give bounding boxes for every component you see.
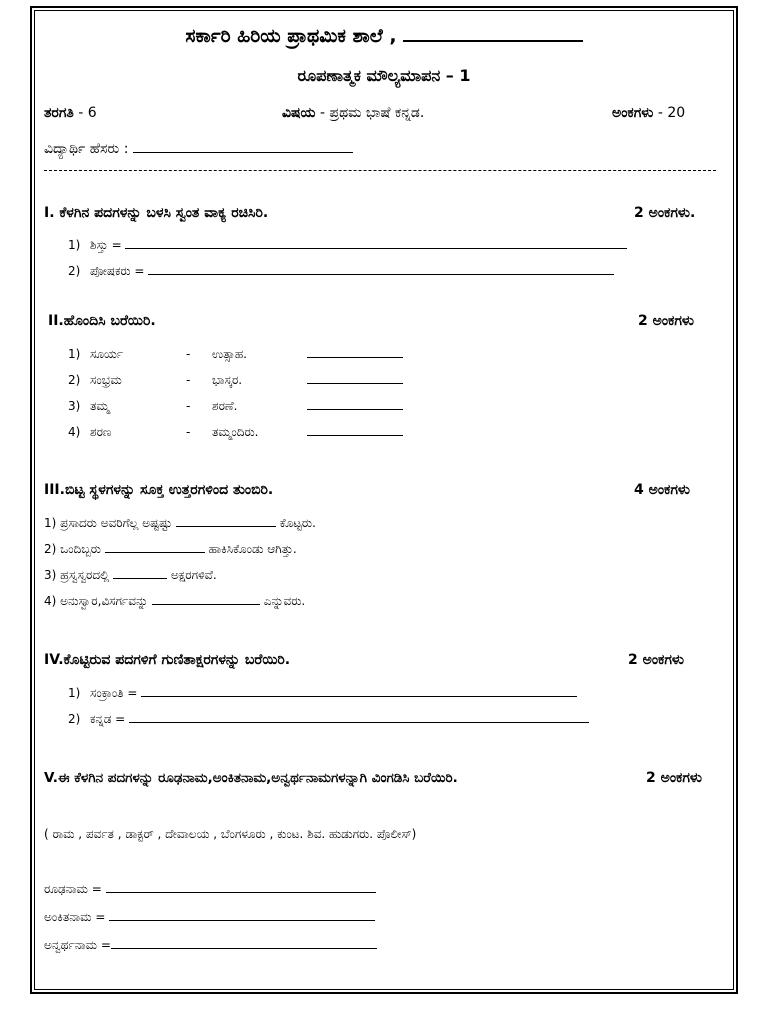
section-1-title: I. ಕೆಳಗಿನ ಪದಗಳನ್ನು ಬಳಸಿ ಸ್ವಂತ ವಾಕ್ಯ ರಚಿಸಿರಿ. [44,205,269,221]
classify-row: ಅನ್ವರ್ಥನಾಮ = [44,936,377,953]
fill-blank[interactable] [152,592,260,605]
match-row: 3) ತಮ್ಮ - ಶರಣೆ. [68,397,403,414]
fill-blank[interactable] [176,514,276,527]
section-4-item: 2) ಕನ್ನಡ = [68,710,589,727]
match-blank[interactable] [307,397,403,410]
match-row: 1) ಸೂರ್ಯ - ಉತ್ಸಾಹ. [68,345,403,362]
match-row: 4) ಶರಣ - ತಮ್ಮಂದಿರು. [68,423,403,440]
section-1-marks: 2 ಅಂಕಗಳು. [634,205,696,221]
match-blank[interactable] [307,423,403,436]
answer-blank[interactable] [129,710,589,723]
fill-blank-row: 1) ಪ್ರಸಾದರು ಅವರಿಗೆಲ್ಲ ಅಷ್ಟಷ್ಟು ಕೊಟ್ಟರು. [44,516,316,530]
fill-blank-row: 2) ಒಂದಿಬ್ಬರು ಹಾಕಿಸಿಕೊಂಡು ಆಗಿತ್ತು. [44,542,297,556]
classify-row: ರೂಢನಾಮ = [44,880,376,897]
section-3-title: III.ಬಿಟ್ಟ ಸ್ಥಳಗಳನ್ನು ಸೂಕ್ತ ಉತ್ತರಗಳಿಂದ ತುಂಬಿರಿ. [44,482,274,498]
classify-blank[interactable] [109,908,375,921]
fill-blank-row: 3) ಹ್ರಸ್ವಸ್ವರದಲ್ಲಿ ಅಕ್ಷರಗಳಿವೆ. [44,568,217,582]
answer-blank[interactable] [141,684,577,697]
student-name-row: ವಿದ್ಯಾರ್ಥಿ ಹೆಸರು : [44,140,353,157]
school-title: ಸರ್ಕಾರಿ ಹಿರಿಯ ಪ್ರಾಥಮಿಕ ಶಾಲೆ , [0,22,768,47]
school-name-blank[interactable] [403,22,583,42]
page-border-inner [34,10,734,990]
match-blank[interactable] [307,345,403,358]
section-2-title: II.ಹೊಂದಿಸಿ ಬರೆಯಿರಿ. [48,313,156,329]
fill-blank[interactable] [113,566,167,579]
fill-blank-row: 4) ಅನುಸ್ವಾರ,ವಿಸರ್ಗವನ್ನು ಎನ್ನುವರು. [44,594,306,608]
separator [44,170,716,171]
match-blank[interactable] [307,371,403,384]
section-2-marks: 2 ಅಂಕಗಳು [638,313,694,329]
section-1-item: 1) ಶಿಸ್ತು = [68,236,627,253]
classify-blank[interactable] [106,880,376,893]
fill-blank[interactable] [105,540,205,553]
classify-blank[interactable] [111,936,377,949]
answer-blank[interactable] [125,236,627,249]
classify-row: ಅಂಕಿತನಾಮ = [44,908,375,925]
word-list: ( ರಾಮ , ಪರ್ವತ , ಡಾಕ್ಟರ್ , ದೇವಾಲಯ , ಬೆಂಗಳೂರು , ಕುಂಟ. ಶಿವ. ಹುಡುಗರು. ಪೊಲೀಸ್) [44,827,417,841]
answer-blank[interactable] [148,262,614,275]
student-name-blank[interactable] [133,140,353,153]
section-5-marks: 2 ಅಂಕಗಳು [646,770,702,786]
section-3-marks: 4 ಅಂಕಗಳು [634,482,690,498]
section-5-title: V.ಈ ಕೆಳಗಿನ ಪದಗಳನ್ನು ರೂಢನಾಮ,ಅಂಕಿತನಾಮ,ಅನ್ವರ್ಥನಾಮಗಳನ್ನಾಗಿ ವಿಂಗಡಿಸಿ ಬರೆಯಿರಿ. [44,770,458,786]
subject-info: ವಿಷಯ - ಪ್ರಥಮ ಭಾಷೆ ಕನ್ನಡ. [282,105,425,121]
class-info: ತರಗತಿ - 6 [44,105,97,121]
exam-title: ರೂಪಣಾತ್ಮಕ ಮೌಲ್ಯಮಾಪನ – 1 [297,66,471,85]
section-4-title: IV.ಕೊಟ್ಟಿರುವ ಪದಗಳಿಗೆ ಗುಣಿತಾಕ್ಷರಗಳನ್ನು ಬರೆಯಿರಿ. [44,652,291,668]
section-1-item: 2) ಪೋಷಕರು = [68,262,614,279]
section-4-marks: 2 ಅಂಕಗಳು [628,652,684,668]
section-4-item: 1) ಸಂಕ್ರಾಂತಿ = [68,684,577,701]
match-row: 2) ಸಂಭ್ರಮ - ಭಾಸ್ಕರ. [68,371,403,388]
marks-info: ಅಂಕಗಳು - 20 [612,105,686,121]
